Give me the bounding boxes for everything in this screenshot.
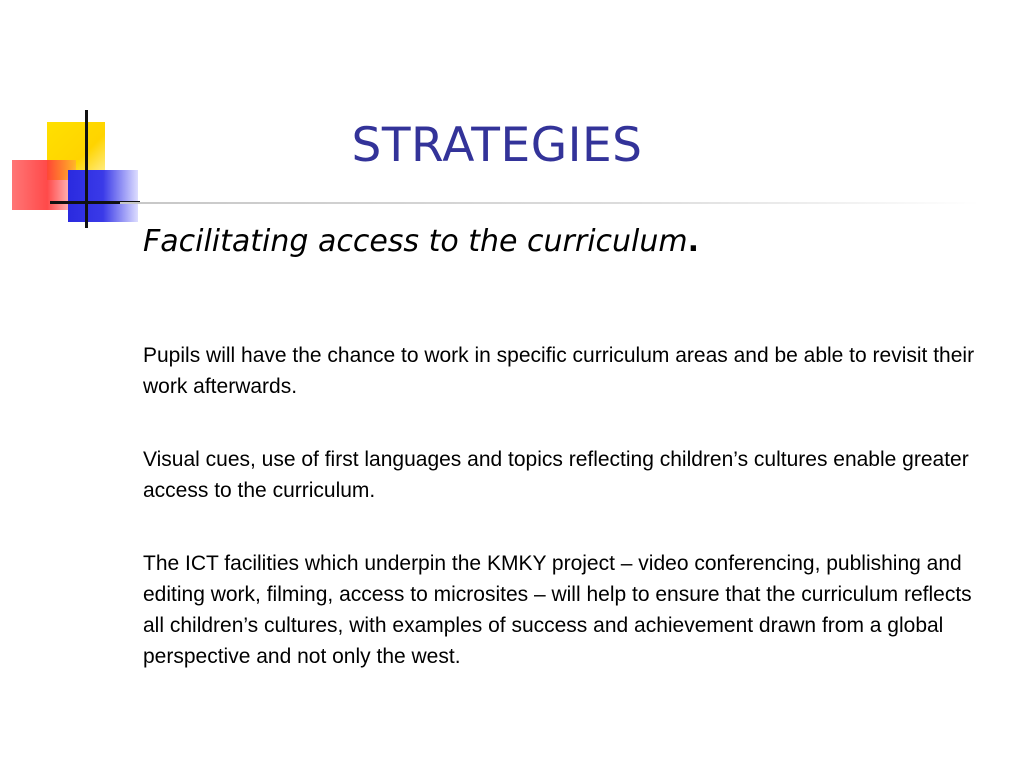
body-paragraph: Visual cues, use of first languages and topics reflecting children’s cultures enable greater access to the curriculum. xyxy=(143,448,969,502)
body-paragraph: The ICT facilities which underpin the KMKY project – video conferencing, publishing and editing work, filming, access to microsites – will help to ensure that the curriculum reflects all children’s cultures, with examples of success and achievement drawn from a global perspective and not only the west. xyxy=(143,552,972,668)
body-paragraph: Pupils will have the chance to work in specific curriculum areas and be able to revisit their work afterwards. xyxy=(143,344,975,398)
slide-title-container xyxy=(0,118,1024,173)
subtitle-text: Facilitating access to the curriculum xyxy=(143,224,688,259)
blue-square xyxy=(68,170,138,222)
slide-body xyxy=(143,340,993,714)
title-divider xyxy=(120,202,980,204)
subtitle-period: . xyxy=(687,224,700,259)
slide-subtitle xyxy=(143,224,699,259)
slide-title: STRATEGIES xyxy=(351,118,643,173)
